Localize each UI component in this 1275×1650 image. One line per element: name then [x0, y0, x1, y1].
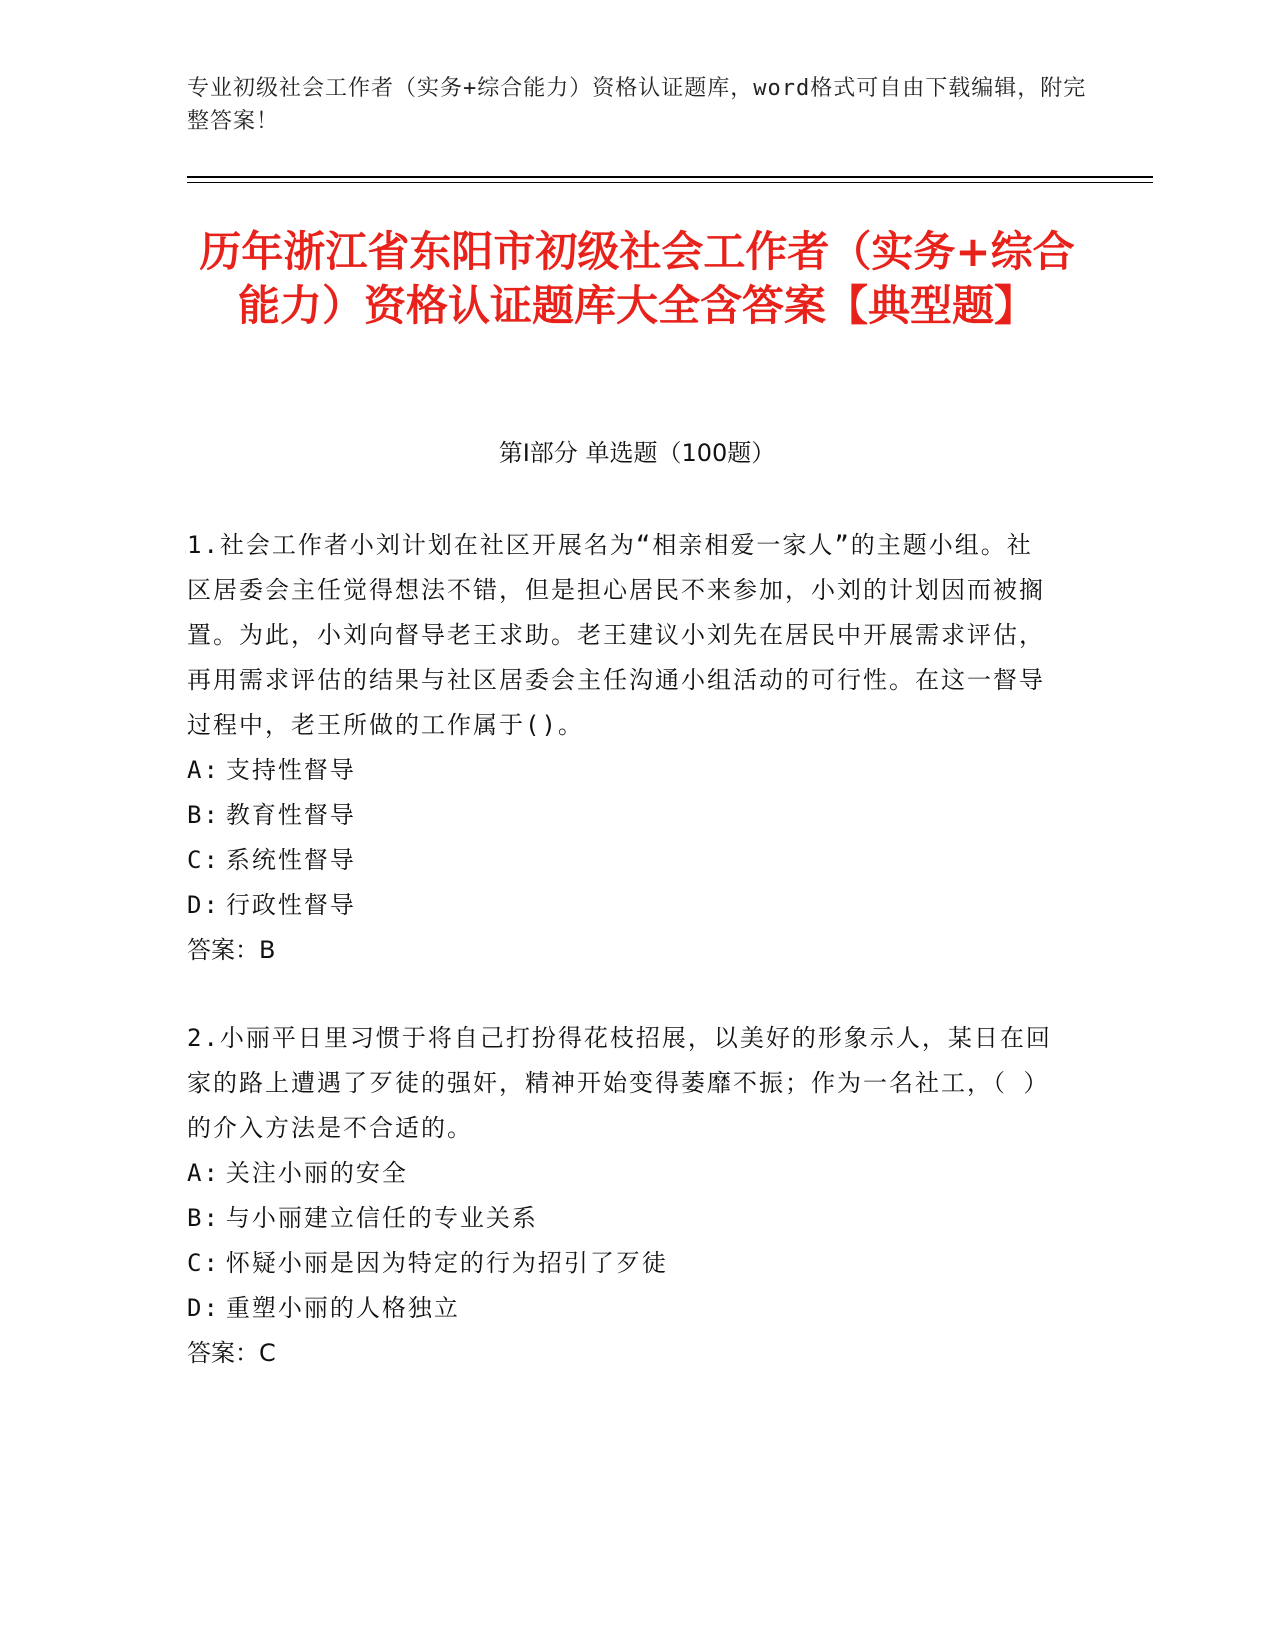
question-stem: 2.小丽平日里习惯于将自己打扮得花枝招展，以美好的形象示人，某日在回家的路上遭遇了歹徒的强奸，精神开始变得萎靡不振；作为一名社工，（ ）的介入方法是不合适的。 — [187, 1024, 1052, 1142]
option-c — [187, 1241, 1057, 1286]
option-b — [187, 793, 1057, 838]
option-letter: A: — [187, 756, 220, 784]
option-text: 教育性督导 — [225, 801, 356, 829]
option-letter: A: — [187, 1159, 220, 1187]
option-text: 怀疑小丽是因为特定的行为招引了歹徒 — [225, 1249, 668, 1277]
answer-line: 答案：B — [187, 936, 276, 964]
option-d — [187, 883, 1057, 928]
option-letter: C: — [187, 1249, 220, 1277]
option-letter: D: — [187, 891, 220, 919]
question-stem: 1.社会工作者小刘计划在社区开展名为“相亲相爱一家人”的主题小组。社区居委会主任觉得想法不错，但是担心居民不来参加，小刘的计划因而被搁置。为此，小刘向督导老王求助。老王建议小刘先在居民中开展需求评估，再用需求评估的结果与社区居委会主任沟通小组活动的可行性。在这一督导过程中，老王所做的工作属于()。 — [187, 531, 1045, 739]
option-text: 支持性督导 — [225, 756, 356, 784]
option-text: 行政性督导 — [225, 891, 356, 919]
header-note: 专业初级社会工作者（实务+综合能力）资格认证题库，word格式可自由下载编辑，附完整答案！ — [187, 76, 1087, 134]
option-text: 系统性督导 — [225, 846, 356, 874]
option-text: 重塑小丽的人格独立 — [225, 1294, 460, 1322]
option-c — [187, 838, 1057, 883]
option-a — [187, 748, 1057, 793]
header-divider-thick — [187, 176, 1153, 178]
answer-line: 答案：C — [187, 1339, 276, 1367]
section-title: 第Ⅰ部分 单选题（100题） — [498, 439, 776, 467]
question-1 — [187, 523, 1057, 973]
option-d — [187, 1286, 1057, 1331]
option-b — [187, 1196, 1057, 1241]
question-2 — [187, 1016, 1057, 1376]
option-letter: D: — [187, 1294, 220, 1322]
option-a — [187, 1151, 1057, 1196]
option-letter: C: — [187, 846, 220, 874]
option-letter: B: — [187, 1204, 220, 1232]
header-divider-thin — [187, 182, 1153, 183]
option-text: 与小丽建立信任的专业关系 — [225, 1204, 538, 1232]
option-letter: B: — [187, 801, 220, 829]
document-title: 历年浙江省东阳市初级社会工作者（实务+综合能力）资格认证题库大全含答案【典型题】 — [199, 227, 1075, 330]
option-text: 关注小丽的安全 — [225, 1159, 408, 1187]
